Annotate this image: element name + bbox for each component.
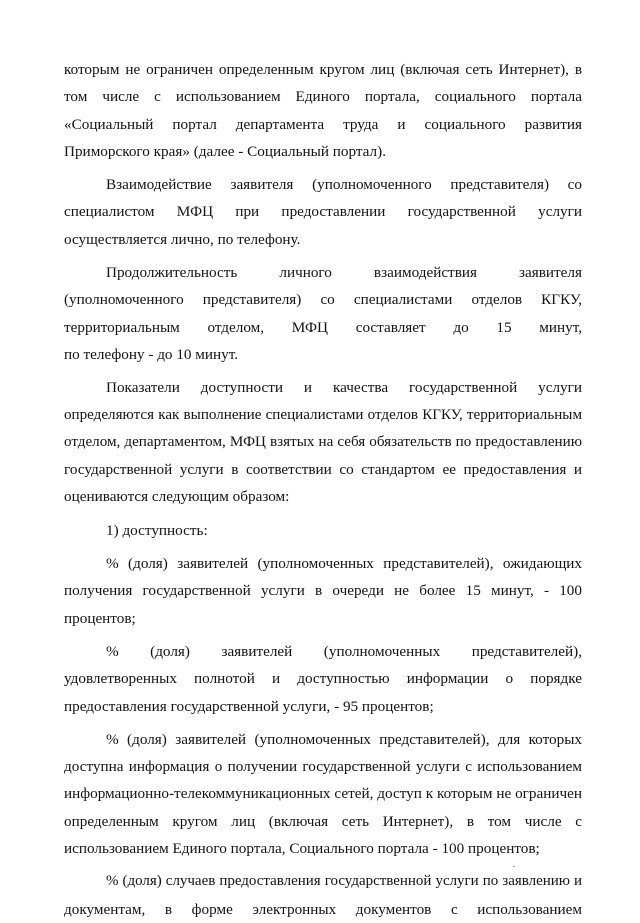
paragraph-quality-indicators — [64, 374, 582, 510]
text-line: % (доля) заявителей (уполномоченных представителей), ожидающих — [106, 555, 582, 573]
text-line: по телефону - до 10 минут. — [64, 345, 239, 363]
text-line: документам, в форме электронных документов с использованием — [64, 900, 582, 918]
text-line: 1) доступность: — [106, 521, 208, 539]
paragraph-accessibility-heading — [64, 517, 582, 544]
text-line: определенным кругом лиц (включая сеть Интернет), в том числе с — [64, 812, 582, 830]
text-line: специалистом МФЦ при предоставлении государственной услуги — [64, 203, 582, 221]
text-line: отделом, департаментом, МФЦ взятых на себя обязательств по предоставлению — [64, 433, 582, 450]
text-line: предоставления государственной услуги, - 95 процентов; — [64, 697, 434, 715]
text-line: которым не ограничен определенным кругом лиц (включая сеть Интернет), в — [64, 61, 582, 78]
paragraph-interaction-mfc — [64, 171, 582, 253]
text-line: информационно-телекоммуникационных сетей, доступ к которым не ограничен — [64, 785, 582, 803]
text-line: (уполномоченного представителя) со специалистами отделов КГКУ, — [64, 291, 582, 309]
text-line: том числе с использованием Единого портала, социального портала — [64, 88, 582, 106]
text-line: процентов; — [64, 609, 136, 627]
text-line: % (доля) заявителей (уполномоченных представителей), для которых — [106, 730, 582, 748]
paragraph-interaction-duration — [64, 259, 582, 368]
paragraph-online-information — [64, 726, 582, 862]
document-body — [64, 56, 582, 923]
text-line: Продолжительность личного взаимодействия заявителя — [106, 264, 582, 282]
text-line: определяются как выполнение специалистами отделов КГКУ, территориальным — [64, 406, 582, 423]
text-line: % (доля) заявителей (уполномоченных представителей), — [106, 642, 582, 660]
paragraph-portal-access — [64, 56, 582, 165]
text-line: оцениваются следующим образом: — [64, 488, 290, 506]
text-line: % (доля) случаев предоставления государственной услуги по заявлению и — [106, 873, 582, 890]
paragraph-electronic-documents — [64, 868, 582, 923]
text-line: получения государственной услуги в очереди не более 15 минут, - 100 — [64, 582, 582, 600]
paragraph-queue-share — [64, 550, 582, 632]
text-line: осуществляется лично, по телефону. — [64, 230, 301, 248]
text-line: Приморского края» (далее - Социальный портал). — [64, 142, 386, 160]
text-line: «Социальный портал департамента труда и социального развития — [64, 115, 582, 133]
text-line: государственной услуги в соответствии со стандартом ее предоставления и — [64, 461, 582, 479]
text-line: удовлетворенных полнотой и доступностью информации о порядке — [64, 670, 582, 688]
text-line: доступна информация о получении государственной услуги с использованием — [64, 758, 582, 776]
text-line: территориальным отделом, МФЦ составляет до 15 минут, — [64, 318, 582, 336]
text-line: использованием Единого портала, Социального портала - 100 процентов; — [64, 840, 540, 858]
text-line: Взаимодействие заявителя (уполномоченного представителя) со — [106, 176, 582, 194]
scan-speck — [513, 866, 515, 867]
paragraph-information-satisfaction — [64, 638, 582, 720]
text-line: Показатели доступности и качества государственной услуги — [106, 379, 582, 397]
